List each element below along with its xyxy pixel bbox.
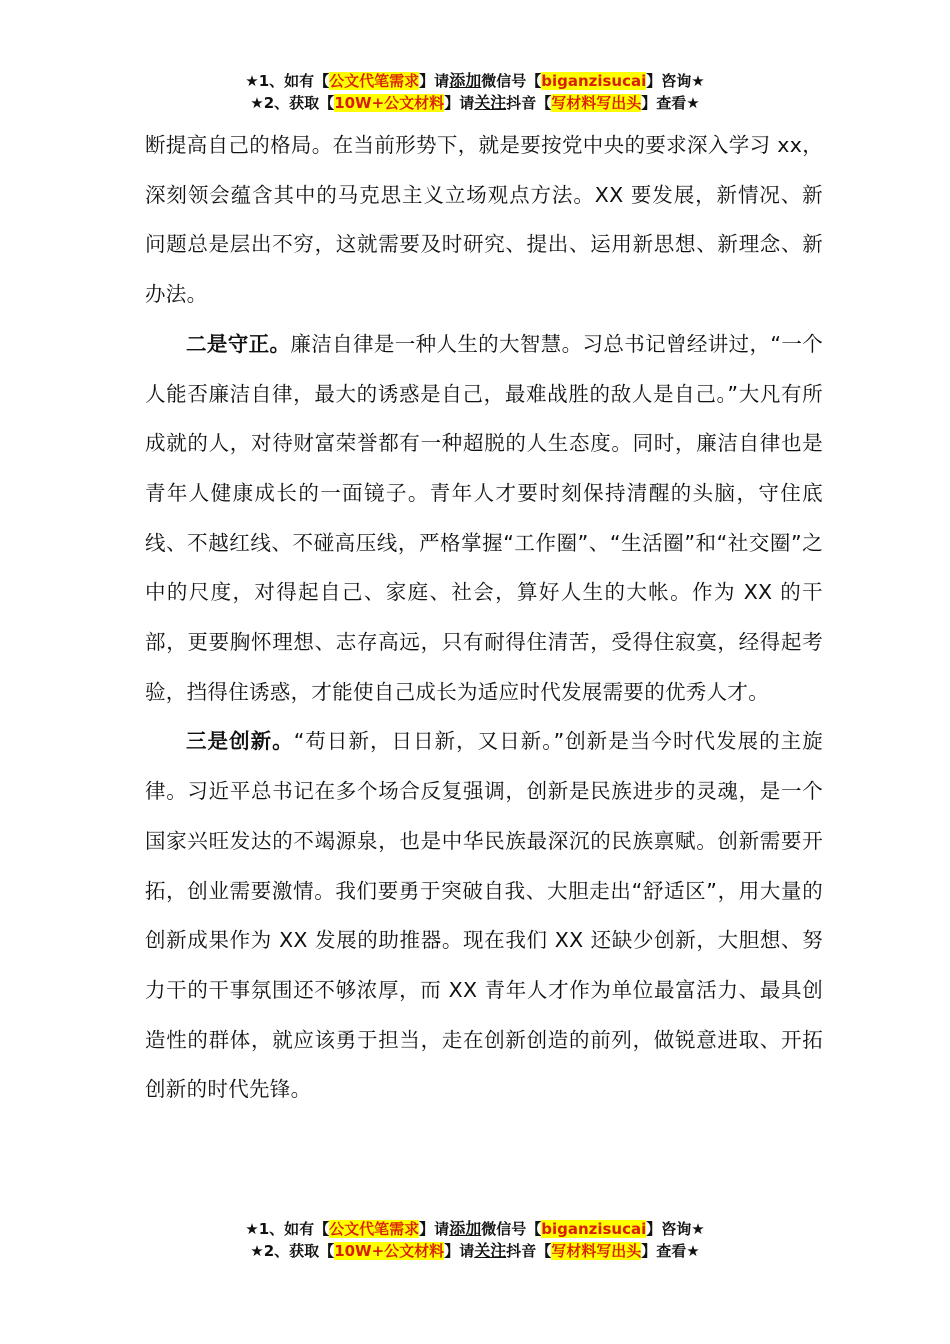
promo-banner-top — [0, 70, 950, 114]
highlight-service: 公文代笔需求 — [329, 72, 420, 90]
paragraph-continuation: 断提高自己的格局。在当前形势下，就是要按党中央的要求深入学习 xx，深刻领会蕴含其中的马克思主义立场观点方法。XX 要发展，新情况、新问题总是层出不穷，这就需要及时研究、提出、运用新思想、新理念、新办法。 — [145, 133, 823, 307]
promo-line-2: ★2、获取【10W+公文材料】请关注抖音【写材料写出头】查看★ — [250, 93, 700, 112]
promo-banner-bottom — [0, 1218, 950, 1262]
highlight-service: 公文代笔需求 — [329, 1220, 420, 1238]
promo-line-2: ★2、获取【10W+公文材料】请关注抖音【写材料写出头】查看★ — [250, 1241, 700, 1260]
document-body — [145, 121, 823, 1115]
promo-line-1: ★1、如有【公文代笔需求】请添加微信号【biganzisucai】咨询★ — [245, 1219, 705, 1238]
highlight-materials: 10W+公文材料 — [334, 1242, 445, 1260]
douyin-account: 写材料写出头 — [551, 1242, 642, 1260]
douyin-account: 写材料写出头 — [551, 94, 642, 112]
paragraph-shouzheng: 二是守正。廉洁自律是一种人生的大智慧。习总书记曾经讲过，“一个人能否廉洁自律，最大的诱惑是自己，最难战胜的敌人是自己。”大凡有所成就的人，对待财富荣誉都有一种超脱的人生态度。同时，廉洁自律也是青年人健康成长的一面镜子。青年人才要时刻保持清醒的头脑，守住底线、不越红线、不碰高压线，严格掌握“工作圈”、“生活圈”和“社交圈”之中的尺度，对得起自己、家庭、社会，算好人生的大帐。作为 XX 的干部，更要胸怀理想、志存高远，只有耐得住清苦，受得住寂寞，经得起考验，挡得住诱惑，才能使自己成长为适应时代发展需要的优秀人才。 — [145, 331, 824, 704]
wechat-id: biganzisucai — [541, 72, 647, 90]
paragraph-lead: 二是守正。 — [186, 331, 291, 356]
paragraph-chuangxin: 三是创新。“苟日新，日日新，又日新。”创新是当今时代发展的主旋律。习近平总书记在多个场合反复强调，创新是民族进步的灵魂，是一个国家兴旺发达的不竭源泉，也是中华民族最深沉的民族禀赋。创新需要开拓，创业需要激情。我们要勇于突破自我、大胆走出“舒适区”，用大量的创新成果作为 XX 发展的助推器。现在我们 XX 还缺少创新，大胆想、努力干的干事氛围还不够浓厚，而 XX 青年人才作为单位最富活力、最具创造性的群体，就应该勇于担当，走在创新创造的前列，做锐意进取、开拓创新的时代先锋。 — [145, 729, 823, 1102]
promo-line-1: ★1、如有【公文代笔需求】请添加微信号【biganzisucai】咨询★ — [245, 71, 705, 90]
paragraph-lead: 三是创新。 — [186, 729, 294, 754]
wechat-id: biganzisucai — [541, 1220, 647, 1238]
highlight-materials: 10W+公文材料 — [334, 94, 445, 112]
